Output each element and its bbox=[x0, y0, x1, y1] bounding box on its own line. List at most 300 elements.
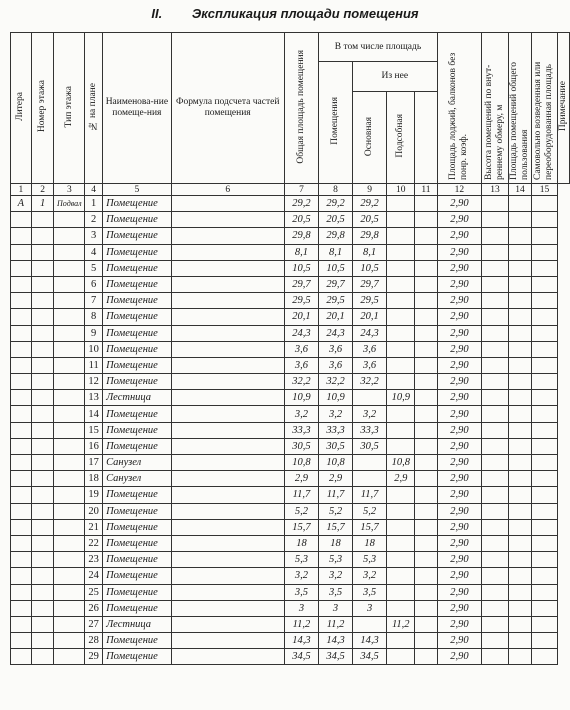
cell-rooms-area: 29,7 bbox=[319, 276, 353, 292]
cell-unauthorized bbox=[508, 374, 531, 390]
cell-room-name: Помещение bbox=[103, 568, 172, 584]
cell-room-name: Помещение bbox=[103, 374, 172, 390]
cell-rooms-area: 29,5 bbox=[319, 293, 353, 309]
cell-formula bbox=[171, 471, 284, 487]
cell-formula bbox=[171, 633, 284, 649]
cell-common-area bbox=[482, 325, 509, 341]
cell-note bbox=[531, 406, 557, 422]
cell-main-area: 3,5 bbox=[352, 584, 387, 600]
cell-total-area: 5,3 bbox=[284, 552, 319, 568]
cell-room-name: Помещение bbox=[103, 293, 172, 309]
table-row bbox=[11, 649, 570, 665]
cell-room-name: Помещение bbox=[103, 503, 172, 519]
cell-floor bbox=[31, 212, 54, 228]
cell-height: 2,90 bbox=[437, 552, 481, 568]
cell-main-area: 15,7 bbox=[352, 519, 387, 535]
cell-unauthorized bbox=[508, 406, 531, 422]
cell-unauthorized bbox=[508, 438, 531, 454]
header-loggias: Площадь лоджий, балконов без понр. коэф. bbox=[437, 33, 481, 184]
cell-aux-area bbox=[387, 196, 415, 212]
cell-plan-number: 14 bbox=[85, 406, 103, 422]
cell-floor bbox=[31, 455, 54, 471]
cell-floor-type bbox=[54, 600, 85, 616]
column-number: 15 bbox=[531, 184, 557, 196]
cell-room-name: Помещение bbox=[103, 584, 172, 600]
cell-plan-number: 9 bbox=[85, 325, 103, 341]
cell-height: 2,90 bbox=[437, 616, 481, 632]
table-row bbox=[11, 471, 570, 487]
cell-main-area: 3,2 bbox=[352, 406, 387, 422]
cell-common-area bbox=[482, 552, 509, 568]
table-row bbox=[11, 244, 570, 260]
cell-litera bbox=[11, 341, 32, 357]
cell-floor-type bbox=[54, 552, 85, 568]
cell-aux-area: 10,9 bbox=[387, 390, 415, 406]
cell-common-area bbox=[482, 438, 509, 454]
cell-formula bbox=[171, 568, 284, 584]
cell-plan-number: 27 bbox=[85, 616, 103, 632]
header-including-area: В том числе площадь bbox=[319, 33, 438, 62]
cell-rooms-area: 20,5 bbox=[319, 212, 353, 228]
cell-litera bbox=[11, 309, 32, 325]
cell-litera: А bbox=[11, 196, 32, 212]
table-row bbox=[11, 260, 570, 276]
cell-formula bbox=[171, 406, 284, 422]
cell-unauthorized bbox=[508, 422, 531, 438]
cell-aux-area bbox=[387, 568, 415, 584]
cell-main-area: 11,7 bbox=[352, 487, 387, 503]
cell-rooms-area: 3,2 bbox=[319, 406, 353, 422]
cell-main-area: 29,7 bbox=[352, 276, 387, 292]
cell-main-area: 5,2 bbox=[352, 503, 387, 519]
cell-floor-type bbox=[54, 535, 85, 551]
cell-total-area: 10,5 bbox=[284, 260, 319, 276]
cell-aux-area bbox=[387, 422, 415, 438]
cell-plan-number: 23 bbox=[85, 552, 103, 568]
cell-litera bbox=[11, 519, 32, 535]
cell-room-name: Помещение bbox=[103, 357, 172, 373]
cell-height: 2,90 bbox=[437, 600, 481, 616]
cell-main-area: 14,3 bbox=[352, 633, 387, 649]
cell-main-area: 10,5 bbox=[352, 260, 387, 276]
cell-formula bbox=[171, 600, 284, 616]
cell-common-area bbox=[482, 584, 509, 600]
table-row bbox=[11, 228, 570, 244]
cell-unauthorized bbox=[508, 196, 531, 212]
cell-total-area: 3 bbox=[284, 600, 319, 616]
cell-note bbox=[531, 196, 557, 212]
cell-rooms-area: 11,2 bbox=[319, 616, 353, 632]
cell-height: 2,90 bbox=[437, 276, 481, 292]
cell-aux-area bbox=[387, 293, 415, 309]
table-row bbox=[11, 584, 570, 600]
table-row bbox=[11, 357, 570, 373]
cell-height: 2,90 bbox=[437, 341, 481, 357]
cell-litera bbox=[11, 325, 32, 341]
column-number: 1 bbox=[11, 184, 32, 196]
cell-total-area: 33,3 bbox=[284, 422, 319, 438]
header-unauthorized: Самовольно возведенная или переоборудованная площадь bbox=[531, 33, 557, 184]
cell-height: 2,90 bbox=[437, 293, 481, 309]
cell-common-area bbox=[482, 503, 509, 519]
header-note: Примечание bbox=[558, 33, 570, 184]
cell-floor-type bbox=[54, 212, 85, 228]
cell-floor bbox=[31, 374, 54, 390]
cell-rooms-area: 5,2 bbox=[319, 503, 353, 519]
header-floor-type: Тип этажа bbox=[54, 33, 85, 184]
cell-plan-number: 29 bbox=[85, 649, 103, 665]
cell-height: 2,90 bbox=[437, 357, 481, 373]
cell-rooms-area: 30,5 bbox=[319, 438, 353, 454]
cell-formula bbox=[171, 584, 284, 600]
cell-unauthorized bbox=[508, 455, 531, 471]
cell-plan-number: 21 bbox=[85, 519, 103, 535]
cell-note bbox=[531, 260, 557, 276]
cell-loggias bbox=[415, 552, 438, 568]
cell-note bbox=[531, 616, 557, 632]
header-height: Высота помещений по внут-реннему обмеру, м bbox=[482, 33, 509, 184]
column-number: 2 bbox=[31, 184, 54, 196]
cell-litera bbox=[11, 244, 32, 260]
cell-floor-type bbox=[54, 616, 85, 632]
table-row bbox=[11, 212, 570, 228]
table-row bbox=[11, 196, 570, 212]
table-row bbox=[11, 276, 570, 292]
cell-floor-type bbox=[54, 260, 85, 276]
cell-total-area: 18 bbox=[284, 535, 319, 551]
cell-main-area: 3,2 bbox=[352, 568, 387, 584]
cell-height: 2,90 bbox=[437, 568, 481, 584]
cell-total-area: 29,7 bbox=[284, 276, 319, 292]
cell-common-area bbox=[482, 228, 509, 244]
cell-room-name: Помещение bbox=[103, 325, 172, 341]
area-explication-table bbox=[10, 32, 570, 665]
cell-plan-number: 26 bbox=[85, 600, 103, 616]
table-row bbox=[11, 600, 570, 616]
cell-room-name: Лестница bbox=[103, 616, 172, 632]
cell-floor-type: Подвал bbox=[54, 196, 85, 212]
section-number: II. bbox=[151, 6, 163, 21]
cell-formula bbox=[171, 422, 284, 438]
cell-formula bbox=[171, 309, 284, 325]
cell-height: 2,90 bbox=[437, 228, 481, 244]
table-body bbox=[11, 196, 570, 665]
cell-aux-area bbox=[387, 276, 415, 292]
cell-litera bbox=[11, 552, 32, 568]
cell-aux-area bbox=[387, 212, 415, 228]
cell-common-area bbox=[482, 341, 509, 357]
cell-total-area: 11,2 bbox=[284, 616, 319, 632]
cell-plan-number: 2 bbox=[85, 212, 103, 228]
cell-formula bbox=[171, 503, 284, 519]
cell-note bbox=[531, 244, 557, 260]
cell-room-name: Помещение bbox=[103, 519, 172, 535]
table-row bbox=[11, 390, 570, 406]
table-row bbox=[11, 341, 570, 357]
cell-formula bbox=[171, 455, 284, 471]
header-main: Основная bbox=[352, 92, 387, 184]
cell-common-area bbox=[482, 276, 509, 292]
cell-formula bbox=[171, 196, 284, 212]
cell-unauthorized bbox=[508, 244, 531, 260]
cell-loggias bbox=[415, 244, 438, 260]
column-number-row bbox=[11, 184, 570, 196]
cell-litera bbox=[11, 568, 32, 584]
cell-main-area bbox=[352, 471, 387, 487]
column-number: 7 bbox=[284, 184, 319, 196]
cell-common-area bbox=[482, 406, 509, 422]
cell-floor bbox=[31, 293, 54, 309]
cell-common-area bbox=[482, 260, 509, 276]
cell-height: 2,90 bbox=[437, 406, 481, 422]
cell-litera bbox=[11, 471, 32, 487]
cell-room-name: Помещение bbox=[103, 341, 172, 357]
cell-loggias bbox=[415, 276, 438, 292]
cell-total-area: 14,3 bbox=[284, 633, 319, 649]
cell-common-area bbox=[482, 535, 509, 551]
cell-loggias bbox=[415, 471, 438, 487]
cell-plan-number: 8 bbox=[85, 309, 103, 325]
cell-floor-type bbox=[54, 519, 85, 535]
cell-unauthorized bbox=[508, 503, 531, 519]
cell-unauthorized bbox=[508, 584, 531, 600]
cell-loggias bbox=[415, 535, 438, 551]
cell-formula bbox=[171, 535, 284, 551]
cell-aux-area bbox=[387, 535, 415, 551]
cell-height: 2,90 bbox=[437, 325, 481, 341]
cell-loggias bbox=[415, 325, 438, 341]
table-row bbox=[11, 568, 570, 584]
cell-main-area: 33,3 bbox=[352, 422, 387, 438]
cell-note bbox=[531, 228, 557, 244]
cell-floor-type bbox=[54, 374, 85, 390]
header-formula: Формула подсчета частей помещения bbox=[171, 33, 284, 184]
cell-plan-number: 16 bbox=[85, 438, 103, 454]
cell-rooms-area: 24,3 bbox=[319, 325, 353, 341]
cell-loggias bbox=[415, 196, 438, 212]
cell-height: 2,90 bbox=[437, 649, 481, 665]
cell-plan-number: 1 bbox=[85, 196, 103, 212]
cell-height: 2,90 bbox=[437, 196, 481, 212]
table-header bbox=[11, 33, 570, 184]
cell-total-area: 29,2 bbox=[284, 196, 319, 212]
cell-loggias bbox=[415, 212, 438, 228]
cell-litera bbox=[11, 633, 32, 649]
cell-rooms-area: 11,7 bbox=[319, 487, 353, 503]
cell-formula bbox=[171, 244, 284, 260]
cell-loggias bbox=[415, 519, 438, 535]
cell-common-area bbox=[482, 633, 509, 649]
cell-loggias bbox=[415, 584, 438, 600]
cell-rooms-area: 20,1 bbox=[319, 309, 353, 325]
cell-formula bbox=[171, 357, 284, 373]
cell-height: 2,90 bbox=[437, 212, 481, 228]
cell-floor-type bbox=[54, 649, 85, 665]
cell-aux-area bbox=[387, 633, 415, 649]
cell-litera bbox=[11, 438, 32, 454]
cell-unauthorized bbox=[508, 309, 531, 325]
cell-litera bbox=[11, 584, 32, 600]
cell-loggias bbox=[415, 649, 438, 665]
cell-plan-number: 3 bbox=[85, 228, 103, 244]
cell-aux-area bbox=[387, 406, 415, 422]
cell-floor-type bbox=[54, 455, 85, 471]
cell-common-area bbox=[482, 616, 509, 632]
cell-height: 2,90 bbox=[437, 519, 481, 535]
cell-litera bbox=[11, 260, 32, 276]
cell-floor-type bbox=[54, 487, 85, 503]
cell-floor-type bbox=[54, 357, 85, 373]
cell-rooms-area: 14,3 bbox=[319, 633, 353, 649]
cell-note bbox=[531, 471, 557, 487]
cell-height: 2,90 bbox=[437, 422, 481, 438]
cell-loggias bbox=[415, 438, 438, 454]
cell-total-area: 11,7 bbox=[284, 487, 319, 503]
cell-room-name: Лестница bbox=[103, 390, 172, 406]
cell-unauthorized bbox=[508, 600, 531, 616]
cell-unauthorized bbox=[508, 568, 531, 584]
cell-loggias bbox=[415, 260, 438, 276]
cell-room-name: Помещение bbox=[103, 438, 172, 454]
cell-main-area: 30,5 bbox=[352, 438, 387, 454]
cell-room-name: Санузел bbox=[103, 455, 172, 471]
cell-unauthorized bbox=[508, 471, 531, 487]
cell-note bbox=[531, 584, 557, 600]
cell-note bbox=[531, 309, 557, 325]
cell-aux-area bbox=[387, 309, 415, 325]
cell-floor-type bbox=[54, 633, 85, 649]
cell-aux-area bbox=[387, 552, 415, 568]
cell-common-area bbox=[482, 519, 509, 535]
cell-total-area: 10,9 bbox=[284, 390, 319, 406]
cell-common-area bbox=[482, 600, 509, 616]
cell-plan-number: 7 bbox=[85, 293, 103, 309]
cell-total-area: 3,6 bbox=[284, 357, 319, 373]
cell-floor bbox=[31, 552, 54, 568]
cell-litera bbox=[11, 503, 32, 519]
cell-loggias bbox=[415, 422, 438, 438]
header-of-which: Из нее bbox=[352, 62, 437, 92]
table-row bbox=[11, 616, 570, 632]
cell-floor bbox=[31, 309, 54, 325]
cell-loggias bbox=[415, 487, 438, 503]
cell-floor bbox=[31, 244, 54, 260]
cell-loggias bbox=[415, 374, 438, 390]
cell-floor-type bbox=[54, 471, 85, 487]
cell-litera bbox=[11, 293, 32, 309]
cell-floor-type bbox=[54, 325, 85, 341]
cell-formula bbox=[171, 649, 284, 665]
cell-main-area: 29,8 bbox=[352, 228, 387, 244]
cell-floor bbox=[31, 228, 54, 244]
cell-plan-number: 22 bbox=[85, 535, 103, 551]
cell-note bbox=[531, 374, 557, 390]
cell-unauthorized bbox=[508, 212, 531, 228]
cell-loggias bbox=[415, 616, 438, 632]
table-row bbox=[11, 438, 570, 454]
cell-loggias bbox=[415, 633, 438, 649]
cell-height: 2,90 bbox=[437, 503, 481, 519]
cell-floor-type bbox=[54, 584, 85, 600]
cell-floor: 1 bbox=[31, 196, 54, 212]
column-number: 13 bbox=[482, 184, 509, 196]
column-number: 4 bbox=[85, 184, 103, 196]
cell-litera bbox=[11, 455, 32, 471]
cell-plan-number: 17 bbox=[85, 455, 103, 471]
cell-formula bbox=[171, 487, 284, 503]
cell-formula bbox=[171, 228, 284, 244]
cell-unauthorized bbox=[508, 535, 531, 551]
cell-note bbox=[531, 276, 557, 292]
cell-plan-number: 15 bbox=[85, 422, 103, 438]
cell-unauthorized bbox=[508, 325, 531, 341]
cell-floor bbox=[31, 568, 54, 584]
cell-plan-number: 5 bbox=[85, 260, 103, 276]
cell-formula bbox=[171, 519, 284, 535]
cell-main-area: 5,3 bbox=[352, 552, 387, 568]
document-title bbox=[0, 6, 570, 21]
cell-floor-type bbox=[54, 438, 85, 454]
cell-height: 2,90 bbox=[437, 309, 481, 325]
cell-room-name: Помещение bbox=[103, 600, 172, 616]
table-row bbox=[11, 374, 570, 390]
cell-loggias bbox=[415, 341, 438, 357]
cell-litera bbox=[11, 276, 32, 292]
cell-common-area bbox=[482, 374, 509, 390]
cell-floor bbox=[31, 438, 54, 454]
cell-floor bbox=[31, 260, 54, 276]
cell-unauthorized bbox=[508, 341, 531, 357]
cell-formula bbox=[171, 390, 284, 406]
cell-plan-number: 10 bbox=[85, 341, 103, 357]
cell-note bbox=[531, 633, 557, 649]
cell-note bbox=[531, 503, 557, 519]
cell-floor bbox=[31, 487, 54, 503]
cell-litera bbox=[11, 422, 32, 438]
cell-note bbox=[531, 357, 557, 373]
cell-floor bbox=[31, 535, 54, 551]
cell-aux-area bbox=[387, 341, 415, 357]
cell-plan-number: 12 bbox=[85, 374, 103, 390]
table-row bbox=[11, 633, 570, 649]
cell-litera bbox=[11, 649, 32, 665]
cell-floor-type bbox=[54, 228, 85, 244]
cell-note bbox=[531, 487, 557, 503]
cell-main-area bbox=[352, 616, 387, 632]
cell-total-area: 8,1 bbox=[284, 244, 319, 260]
cell-height: 2,90 bbox=[437, 471, 481, 487]
cell-unauthorized bbox=[508, 633, 531, 649]
cell-note bbox=[531, 519, 557, 535]
cell-aux-area: 11,2 bbox=[387, 616, 415, 632]
column-number: 14 bbox=[508, 184, 531, 196]
cell-main-area: 8,1 bbox=[352, 244, 387, 260]
column-number: 9 bbox=[352, 184, 387, 196]
table-row bbox=[11, 293, 570, 309]
cell-loggias bbox=[415, 293, 438, 309]
cell-litera bbox=[11, 616, 32, 632]
cell-rooms-area: 10,8 bbox=[319, 455, 353, 471]
cell-rooms-area: 29,2 bbox=[319, 196, 353, 212]
cell-note bbox=[531, 422, 557, 438]
cell-main-area: 20,1 bbox=[352, 309, 387, 325]
cell-loggias bbox=[415, 406, 438, 422]
cell-common-area bbox=[482, 649, 509, 665]
table-row bbox=[11, 309, 570, 325]
cell-common-area bbox=[482, 487, 509, 503]
cell-plan-number: 24 bbox=[85, 568, 103, 584]
cell-main-area: 3,6 bbox=[352, 341, 387, 357]
